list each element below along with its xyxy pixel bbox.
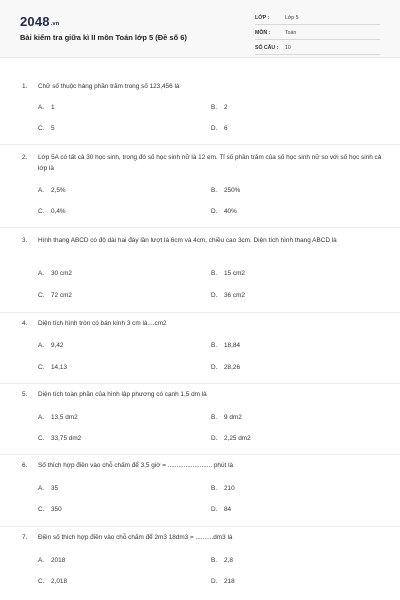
- question-5-option-d[interactable]: D. 2,25 dm2: [211, 435, 251, 442]
- question-3-option-d[interactable]: D. 36 cm2: [211, 292, 245, 299]
- divider: [0, 526, 400, 527]
- question-1-option-c[interactable]: C. 5: [38, 125, 55, 132]
- divider: [0, 454, 400, 455]
- question-2-option-c[interactable]: C. 0,4%: [38, 208, 66, 215]
- meta-count: [255, 44, 380, 55]
- question-4-option-a[interactable]: A. 9,42: [38, 342, 64, 349]
- question-2-text: 2. Lớp 5A có tất cả 30 học sinh, trong đó số học sinh nữ là 12 em. Tỉ số phần trăm của số học sinh nữ so với số học sinh cả lớp là: [22, 154, 382, 172]
- meta-class-value: Lớp 5: [285, 15, 299, 21]
- question-4-option-d[interactable]: D. 28,26: [211, 364, 240, 371]
- question-6-option-b[interactable]: B. 210: [211, 485, 235, 492]
- question-3-option-a[interactable]: A. 30 cm2: [38, 270, 72, 277]
- question-2-option-a[interactable]: A. 2,5%: [38, 187, 66, 194]
- question-1-option-b[interactable]: B. 2: [211, 104, 228, 111]
- question-2-option-d[interactable]: D. 40%: [211, 208, 237, 215]
- question-3-text: 3. Hình thang ABCD có độ dài hai đáy lần lượt là 6cm và 4cm, chiều cao 3cm. Diện tích hình thang ABCD là: [22, 237, 337, 244]
- question-6-option-d[interactable]: D. 84: [211, 506, 232, 513]
- question-3-option-b[interactable]: B. 15 cm2: [211, 270, 245, 277]
- question-2-option-b[interactable]: B. 250%: [211, 187, 241, 194]
- question-5-text: 5. Diện tích toàn phần của hình lập phương có cạnh 1,5 dm là: [22, 391, 207, 398]
- divider: [0, 227, 400, 228]
- question-7-option-a[interactable]: A. 2018: [38, 557, 66, 564]
- meta-count-value: 10: [285, 45, 291, 51]
- question-6-option-a[interactable]: A. 35: [38, 485, 59, 492]
- meta-count-label: SỐ CÂU :: [255, 45, 279, 51]
- question-5-option-b[interactable]: B. 9 dm2: [211, 414, 242, 421]
- question-5-option-a[interactable]: A. 13,5 dm2: [38, 414, 78, 421]
- question-3-option-c[interactable]: C. 72 cm2: [38, 292, 72, 299]
- question-7-option-d[interactable]: D. 218: [211, 578, 235, 585]
- meta-class: [255, 14, 380, 25]
- question-1-text: 1. Chữ số thuộc hàng phần trăm trong số 123,456 là: [22, 83, 180, 90]
- question-7-text: 7. Điền số thích hợp điền vào chỗ chấm để 2m3 18dm3 = ..........dm3 là: [22, 534, 233, 541]
- divider: [0, 383, 400, 384]
- exam-title: Bài kiểm tra giữa kì II môn Toán lớp 5 (Đề số 6): [20, 33, 187, 42]
- meta-subject-label: MÔN :: [255, 30, 271, 36]
- site-logo[interactable]: 2048.vn: [20, 14, 60, 29]
- exam-header: [0, 0, 400, 58]
- question-5-option-c[interactable]: C. 33,75 dm2: [38, 435, 82, 442]
- meta-subject-value: Toán: [285, 30, 297, 36]
- question-4-option-b[interactable]: B. 18,84: [211, 342, 240, 349]
- question-1-option-d[interactable]: D. 6: [211, 125, 228, 132]
- question-6-text: 6. Số thích hợp điền vào chỗ chấm để 3,5 giờ = ......................... phút là: [22, 462, 234, 469]
- meta-class-label: LỚP :: [255, 15, 270, 21]
- question-7-option-b[interactable]: B. 2,8: [211, 557, 233, 564]
- question-4-text: 4. Diện tích hình tròn có bán kính 3 cm là....cm2: [22, 320, 167, 327]
- question-4-option-c[interactable]: C. 14,13: [38, 364, 67, 371]
- divider: [0, 312, 400, 313]
- meta-subject: [255, 29, 380, 40]
- question-7-option-c[interactable]: C. 2,018: [38, 578, 67, 585]
- divider: [0, 144, 400, 145]
- question-1-option-a[interactable]: A. 1: [38, 104, 55, 111]
- question-6-option-c[interactable]: C. 350: [38, 506, 62, 513]
